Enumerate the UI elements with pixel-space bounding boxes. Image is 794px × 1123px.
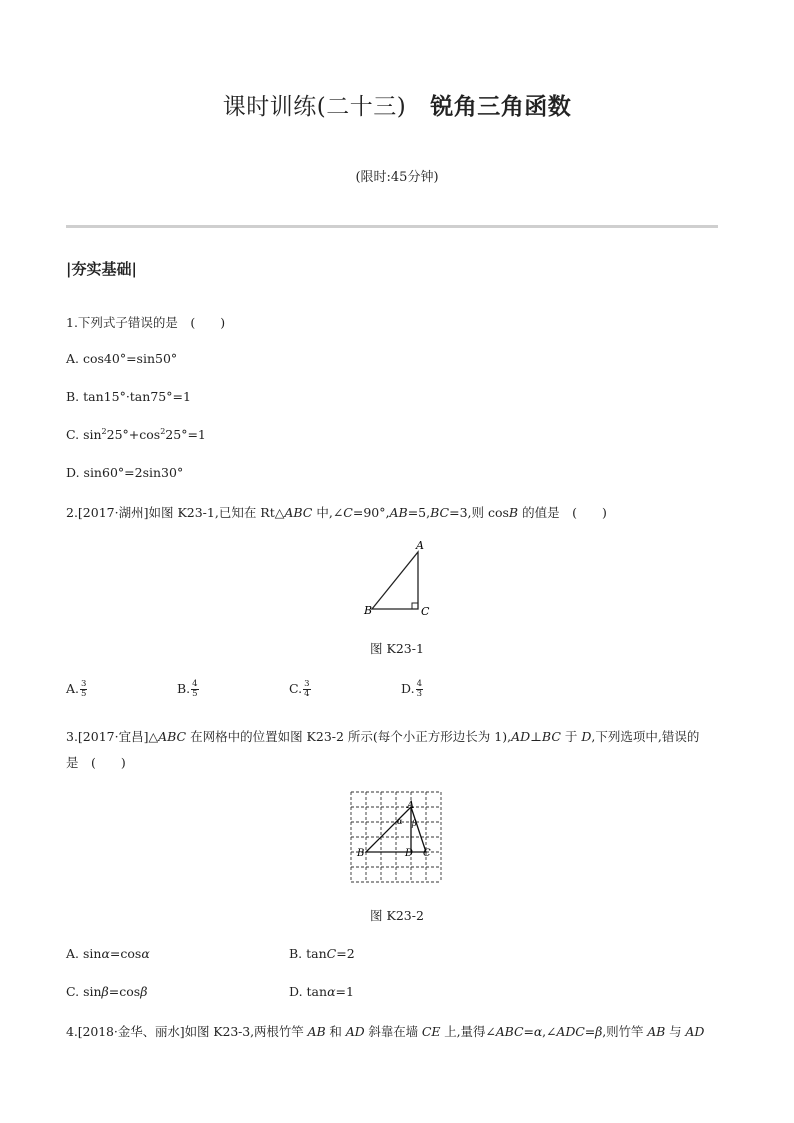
q2-var: C — [343, 505, 353, 520]
figure-caption-k23-1: 图 K23-1 — [370, 641, 424, 656]
q1-option-c — [66, 427, 206, 442]
section-heading: |夯实基础| — [66, 260, 137, 278]
q2-text: 中,∠ — [312, 505, 344, 520]
fraction — [80, 680, 87, 699]
q2-option-d — [401, 680, 423, 699]
q2-stem — [66, 503, 607, 521]
triangle-abc — [372, 552, 418, 609]
q2-var: AB — [389, 505, 408, 520]
q3-var: AD — [511, 729, 531, 744]
title-part2: 锐角三角函数 — [430, 93, 572, 120]
figure-k23-1 — [360, 535, 440, 620]
q4-text: 上,量得∠ — [440, 1024, 496, 1039]
q2-option-c — [289, 680, 311, 699]
label-alpha: α — [397, 817, 403, 826]
q4-text: 与 — [665, 1024, 686, 1039]
q3-text: 在网格中的位置如图 K23-2 所示(每个小正方形边长为 1), — [186, 729, 512, 744]
q1-c-sup2: 2 — [160, 427, 166, 436]
q3-text: 3.[2017·宜昌]△ — [66, 729, 159, 744]
q1-stem: 1.下列式子错误的是 ( ) — [66, 315, 226, 330]
option-letter: D. — [401, 681, 415, 696]
q4-var: ABC — [495, 1024, 524, 1039]
denominator: 4 — [304, 689, 310, 699]
q2-var: B — [508, 505, 519, 520]
label-a: A — [407, 800, 415, 811]
q3-option-a — [66, 946, 150, 961]
numerator: 4 — [192, 679, 198, 689]
q3-opt-var: α — [327, 984, 336, 999]
label-c: C — [423, 848, 431, 859]
q3-stem-line1 — [66, 727, 699, 745]
denominator: 5 — [192, 689, 198, 699]
option-letter: C. — [289, 681, 303, 696]
right-angle-mark — [412, 603, 418, 609]
q3-var: D — [581, 729, 592, 744]
q4-var: AD — [345, 1024, 365, 1039]
q3-opt-text: =cos — [109, 946, 142, 961]
q2-option-b — [177, 680, 199, 699]
q3-opt-text: C. sin — [66, 984, 102, 999]
label-c: C — [421, 605, 430, 618]
q2-text: 的值是 ( ) — [518, 505, 607, 520]
q3-stem-line2: 是 ( ) — [66, 755, 126, 770]
q3-var: BC — [541, 729, 561, 744]
q1-c-text3: 25°=1 — [165, 427, 206, 443]
q1-c-sup1: 2 — [101, 427, 107, 436]
q4-text: 和 — [325, 1024, 346, 1039]
q4-text: 斜靠在墙 — [364, 1024, 422, 1039]
q4-text: ,∠ — [542, 1024, 557, 1039]
q3-text: ⊥ — [530, 729, 542, 744]
figure-k23-2 — [349, 790, 444, 885]
q2-text: =3,则 cos — [449, 505, 509, 520]
q3-opt-var: β — [101, 984, 109, 999]
q4-var: AB — [647, 1024, 666, 1039]
q3-opt-text: A. sin — [66, 946, 102, 961]
q3-opt-text: =2 — [336, 946, 355, 961]
denominator: 3 — [416, 689, 422, 699]
q4-text: 4.[2018·金华、丽水]如图 K23-3,两根竹竿 — [66, 1024, 308, 1039]
q3-opt-var: α — [101, 946, 110, 961]
q2-text: =90°, — [352, 505, 390, 520]
q3-opt-var: α — [141, 946, 150, 961]
fraction — [416, 680, 423, 699]
q3-option-d — [289, 984, 354, 999]
numerator: 4 — [416, 679, 422, 689]
numerator: 3 — [81, 679, 87, 689]
label-b: B — [357, 848, 365, 859]
q3-opt-text: =cos — [108, 984, 141, 999]
figure-caption-k23-2: 图 K23-2 — [370, 908, 424, 923]
q3-option-b — [289, 946, 355, 961]
fraction — [191, 680, 198, 699]
label-beta: β — [412, 819, 417, 828]
q3-option-c — [66, 984, 147, 999]
q2-var: BC — [430, 505, 450, 520]
title-part1: 课时训练(二十三) — [222, 94, 407, 120]
q3-opt-text: B. tan — [289, 946, 327, 961]
q1-c-text2: 25°+cos — [106, 427, 161, 443]
q2-var: ABC — [284, 505, 313, 520]
page-title — [0, 88, 794, 121]
q3-text: ,下列选项中,错误的 — [591, 729, 700, 744]
q2-option-a — [66, 680, 87, 699]
q3-text: 于 — [560, 729, 582, 744]
q4-var: ADC — [556, 1024, 585, 1039]
q1-option-a: A. cos40°=sin50° — [66, 351, 178, 366]
q3-opt-var: β — [140, 984, 148, 999]
label-d: D — [405, 848, 414, 859]
q3-opt-var: C — [326, 946, 337, 961]
q4-var: CE — [421, 1024, 441, 1039]
q4-var: α — [533, 1024, 543, 1039]
q3-var: ABC — [158, 729, 187, 744]
divider — [66, 225, 718, 228]
label-a: A — [416, 539, 424, 552]
q2-text: 2.[2017·湖州]如图 K23-1,已知在 Rt△ — [66, 505, 285, 520]
label-b: B — [364, 604, 373, 617]
q4-var: AD — [685, 1024, 705, 1039]
q4-var: AB — [307, 1024, 326, 1039]
option-letter: B. — [177, 681, 191, 696]
q4-var: β — [595, 1024, 603, 1039]
q4-text: = — [523, 1024, 534, 1039]
q4-text: = — [584, 1024, 596, 1039]
q4-stem — [66, 1022, 704, 1040]
q3-opt-text: =1 — [335, 984, 354, 999]
grid — [351, 792, 441, 882]
q3-opt-text: D. tan — [289, 984, 328, 999]
time-limit: (限时:45分钟) — [355, 170, 439, 185]
q1-option-d: D. sin60°=2sin30° — [66, 465, 184, 480]
q1-c-text1: C. sin — [66, 427, 102, 443]
q4-text: ,则竹竿 — [602, 1024, 648, 1039]
fraction — [303, 680, 310, 699]
option-letter: A. — [66, 681, 80, 696]
q1-option-b: B. tan15°·tan75°=1 — [66, 389, 191, 404]
denominator: 5 — [81, 689, 87, 699]
numerator: 3 — [304, 679, 310, 689]
q2-text: =5, — [407, 505, 431, 520]
